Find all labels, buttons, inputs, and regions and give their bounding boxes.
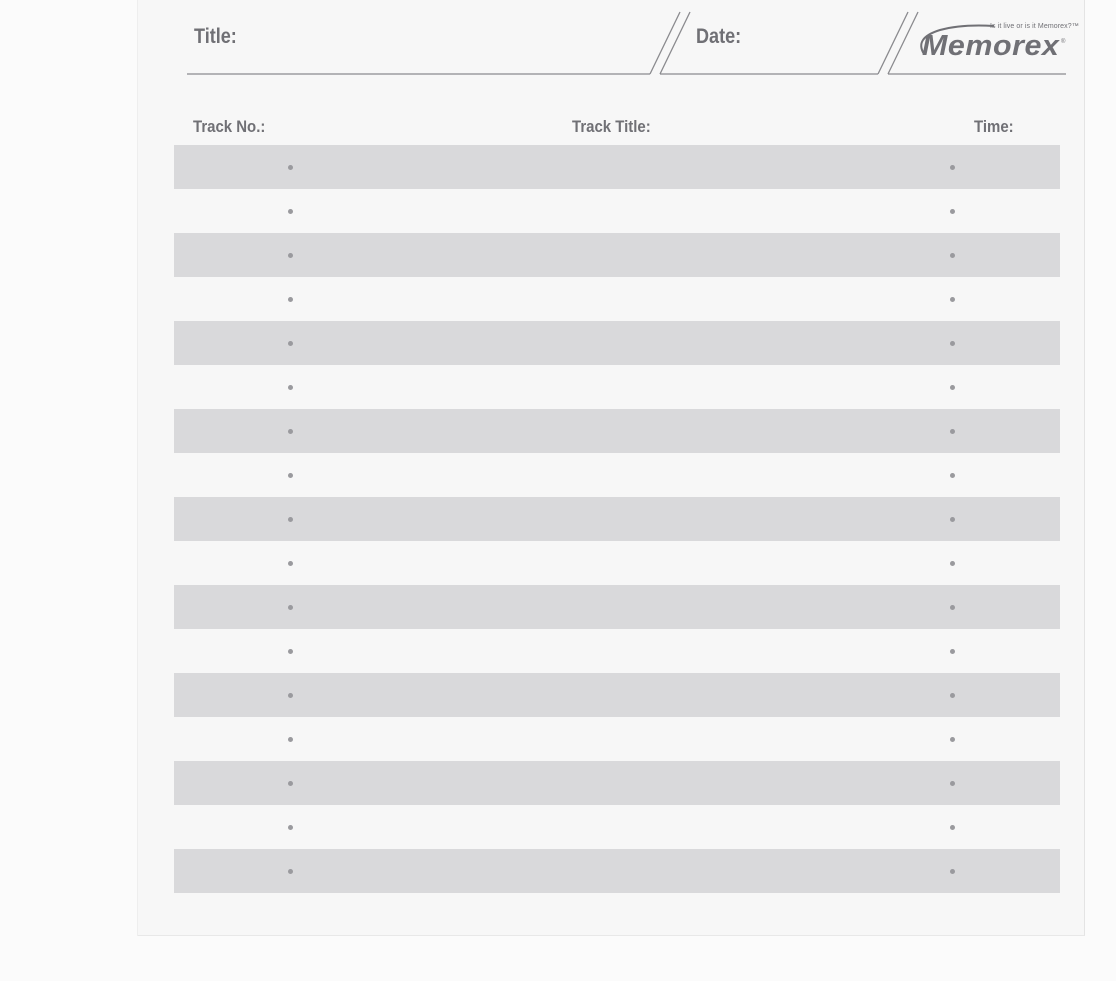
title-label: Title:	[194, 25, 237, 48]
time-dot-icon	[950, 737, 955, 742]
track-number-dot-icon	[288, 473, 293, 478]
track-number-dot-icon	[288, 429, 293, 434]
track-number-dot-icon	[288, 693, 293, 698]
time-dot-icon	[950, 561, 955, 566]
track-row	[174, 145, 1060, 189]
track-number-dot-icon	[288, 605, 293, 610]
track-number-dot-icon	[288, 869, 293, 874]
track-rows	[174, 145, 1060, 893]
track-row	[174, 673, 1060, 717]
time-dot-icon	[950, 209, 955, 214]
track-number-dot-icon	[288, 253, 293, 258]
track-row	[174, 541, 1060, 585]
track-row	[174, 761, 1060, 805]
track-row	[174, 453, 1060, 497]
time-dot-icon	[950, 341, 955, 346]
column-header-track-no: Track No.:	[193, 117, 266, 136]
track-row	[174, 321, 1060, 365]
time-dot-icon	[950, 385, 955, 390]
time-dot-icon	[950, 649, 955, 654]
track-row	[174, 497, 1060, 541]
track-number-dot-icon	[288, 649, 293, 654]
track-row	[174, 189, 1060, 233]
time-dot-icon	[950, 297, 955, 302]
track-number-dot-icon	[288, 825, 293, 830]
track-row	[174, 409, 1060, 453]
track-list-card	[138, 0, 1085, 936]
track-row	[174, 233, 1060, 277]
logo-registered-mark: ®	[1061, 39, 1066, 45]
time-dot-icon	[950, 429, 955, 434]
time-dot-icon	[950, 605, 955, 610]
time-dot-icon	[950, 473, 955, 478]
track-row	[174, 805, 1060, 849]
column-header-time: Time:	[974, 117, 1014, 136]
track-number-dot-icon	[288, 341, 293, 346]
track-row	[174, 277, 1060, 321]
track-number-dot-icon	[288, 165, 293, 170]
column-header-track-title: Track Title:	[572, 117, 651, 136]
time-dot-icon	[950, 165, 955, 170]
time-dot-icon	[950, 825, 955, 830]
track-number-dot-icon	[288, 385, 293, 390]
track-number-dot-icon	[288, 737, 293, 742]
time-dot-icon	[950, 781, 955, 786]
track-row	[174, 629, 1060, 673]
track-number-dot-icon	[288, 517, 293, 522]
logo-tagline: Is it live or is it Memorex?™	[990, 23, 1079, 30]
date-label: Date:	[696, 25, 742, 48]
track-number-dot-icon	[288, 781, 293, 786]
track-number-dot-icon	[288, 561, 293, 566]
track-number-dot-icon	[288, 297, 293, 302]
track-row	[174, 717, 1060, 761]
track-row	[174, 849, 1060, 893]
time-dot-icon	[950, 253, 955, 258]
track-row	[174, 585, 1060, 629]
time-dot-icon	[950, 517, 955, 522]
time-dot-icon	[950, 693, 955, 698]
time-dot-icon	[950, 869, 955, 874]
track-number-dot-icon	[288, 209, 293, 214]
logo-wordmark: Memorex	[922, 30, 1060, 62]
track-row	[174, 365, 1060, 409]
